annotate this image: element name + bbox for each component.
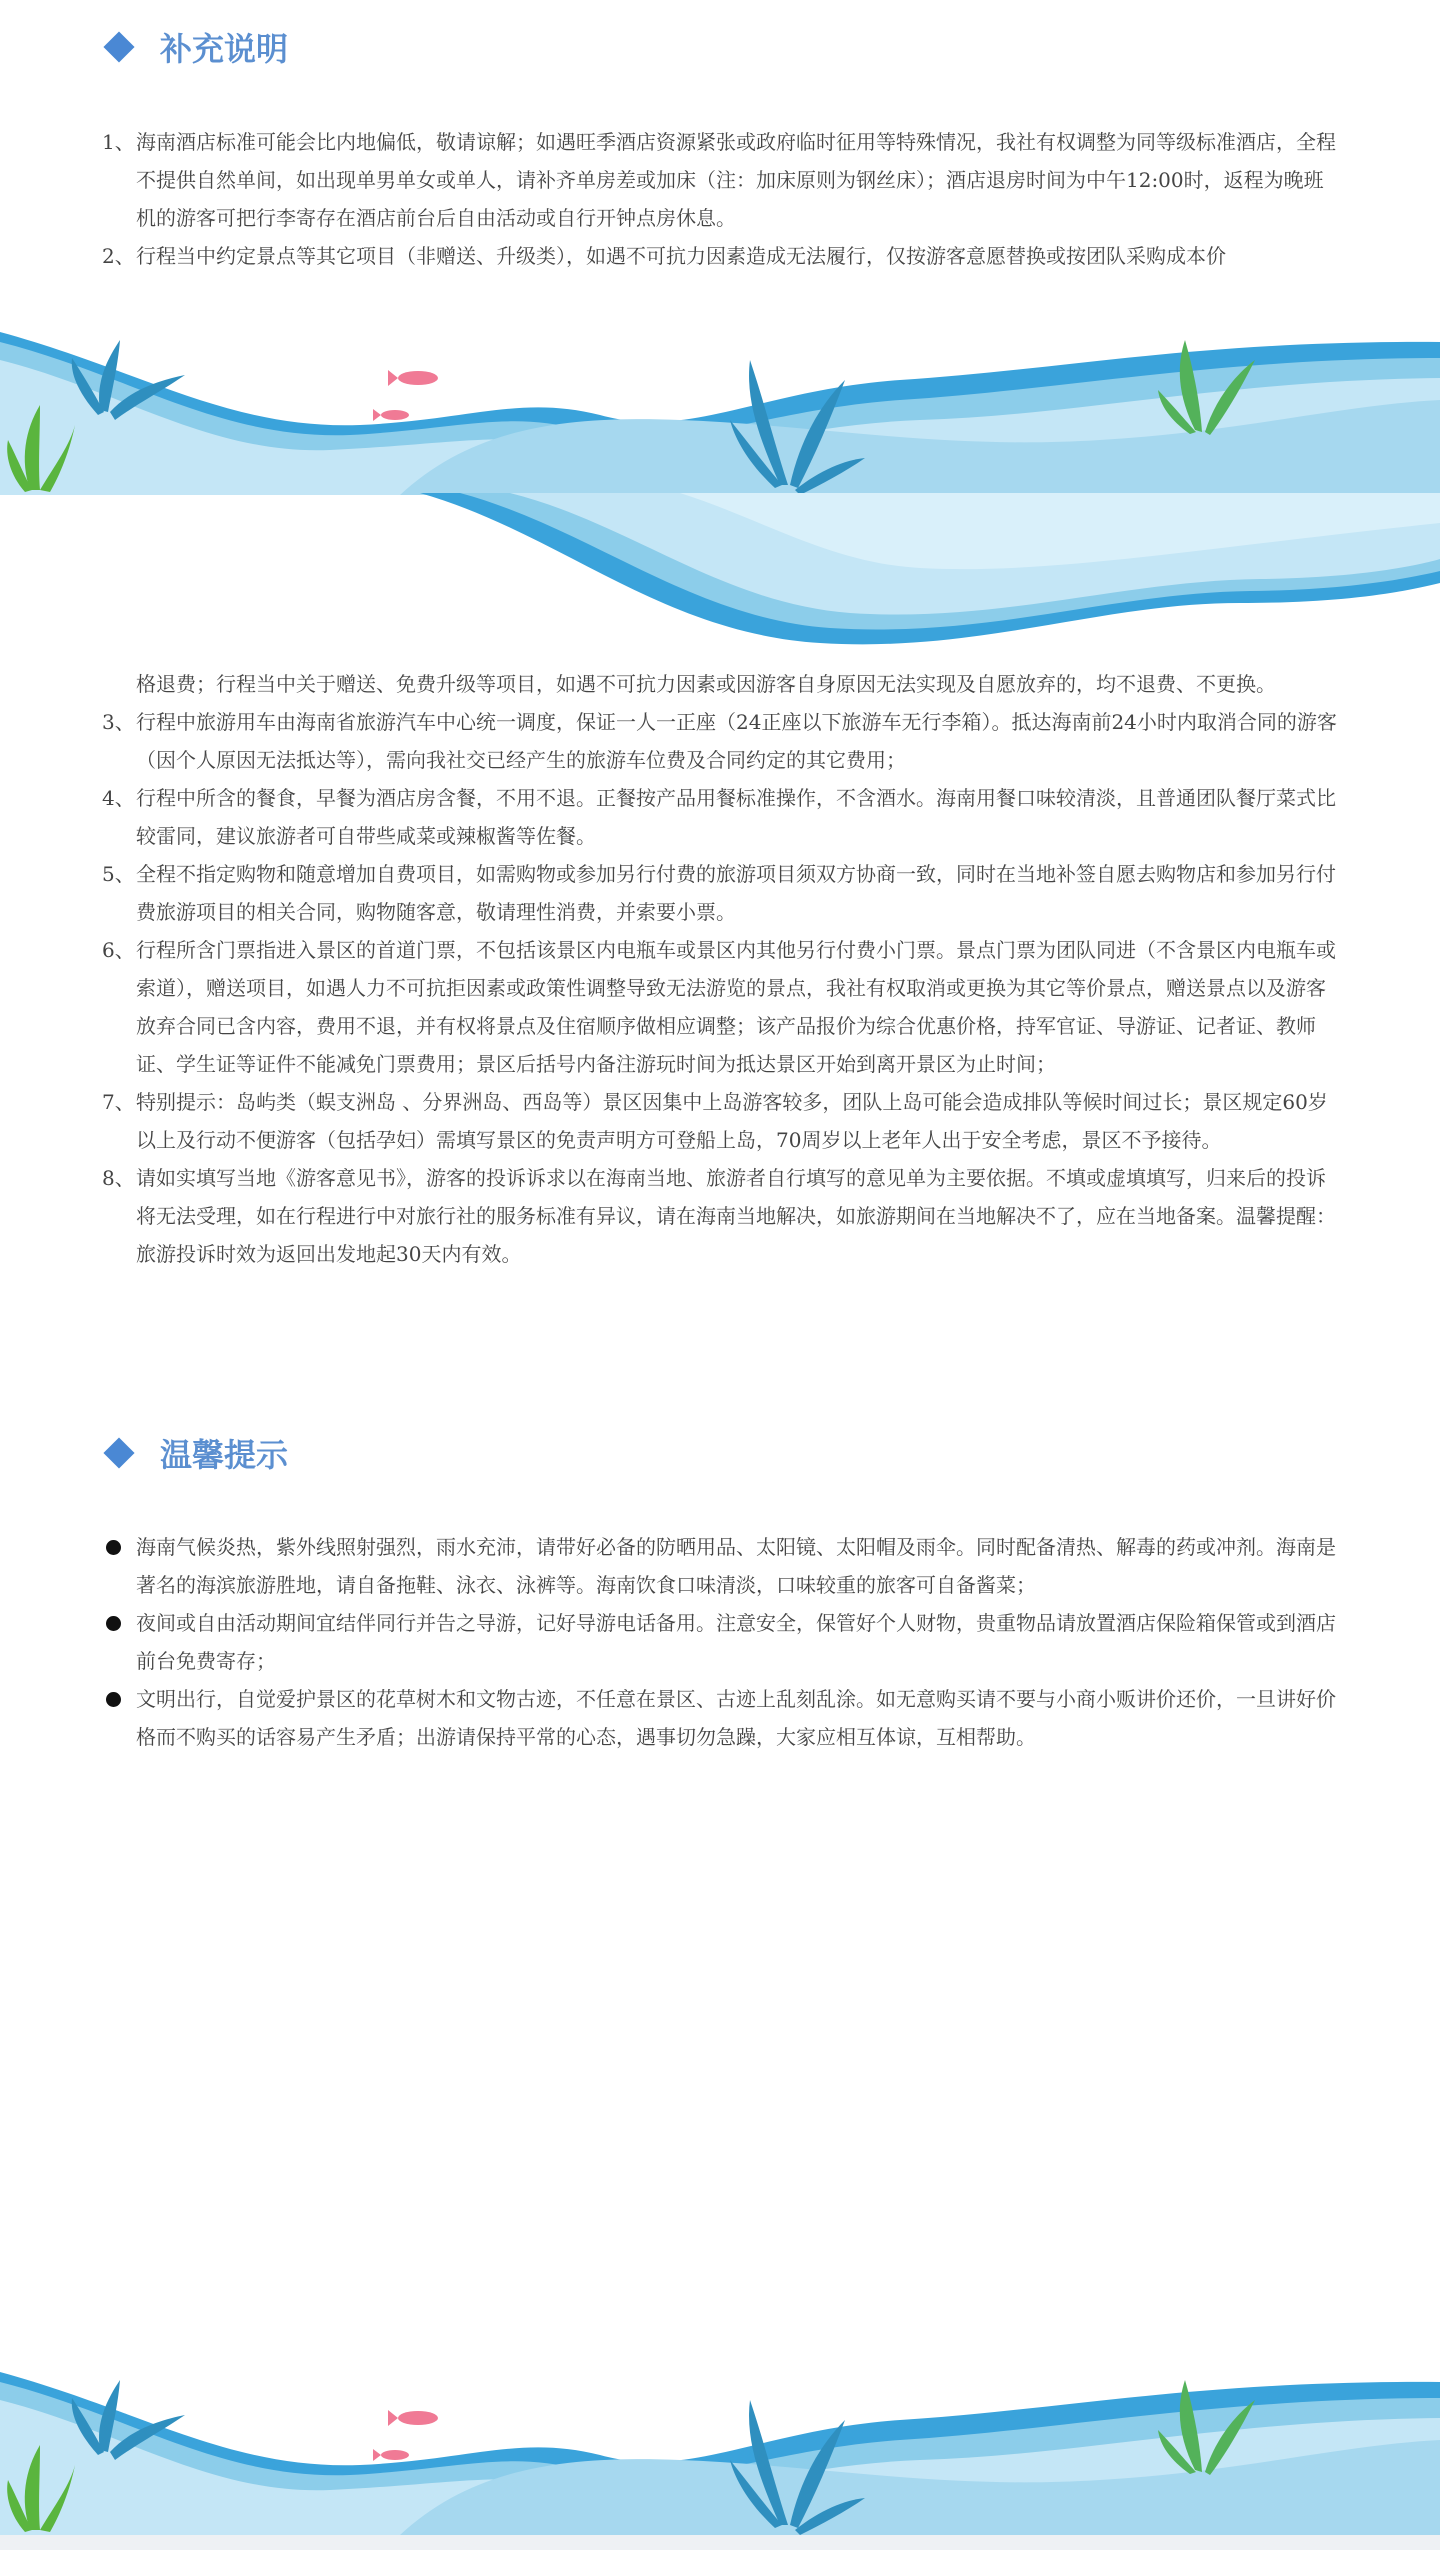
ocean-wave-decoration-bottom bbox=[0, 2360, 1440, 2535]
diamond-icon bbox=[103, 31, 134, 62]
section-title: 温馨提示 bbox=[160, 1436, 289, 1474]
list-item-continuation: 格退费；行程当中关于赠送、免费升级等项目，如遇不可抗力因素或因游客自身原因无法实现及自愿放弃的，均不退费、不更换。 bbox=[136, 672, 1276, 696]
page-footer-strip bbox=[0, 2535, 1440, 2550]
section-title: 补充说明 bbox=[160, 30, 289, 68]
bullet-icon bbox=[106, 1692, 121, 1707]
list-item: 1、 海南酒店标准可能会比内地偏低，敬请谅解；如遇旺季酒店资源紧张或政府临时征用等特殊情况，我社有权调整为同等级标准酒店，全程不提供自然单间，如出现单男单女或单人，请补齐单房差或加床（注：加床原则为钢丝床）；酒店退房时间为中午12:00时，返程为晚班机的游客可把行李寄存在酒店前台后自由活动或自行开钟点房休息。 bbox=[102, 130, 1336, 230]
list-item: 3、 行程中旅游用车由海南省旅游汽车中心统一调度，保证一人一正座（24正座以下旅游车无行李箱）。抵达海南前24小时内取消合同的游客（因个人原因无法抵达等），需向我社交已经产生的旅游车位费及合同约定的其它费用； bbox=[102, 710, 1337, 772]
list-item: 5、 全程不指定购物和随意增加自费项目，如需购物或参加另行付费的旅游项目须双方协商一致，同时在当地补签自愿去购物店和参加另行付费旅游项目的相关合同，购物随客意，敬请理性消费，并索要小票。 bbox=[102, 862, 1336, 924]
bullet-icon bbox=[106, 1540, 121, 1555]
supplement-list-part1 bbox=[0, 123, 1440, 275]
section-heading-tips bbox=[104, 1428, 288, 1478]
bullet-icon bbox=[106, 1616, 121, 1631]
diamond-icon bbox=[103, 1437, 134, 1468]
supplement-list-part2 bbox=[0, 665, 1440, 1273]
list-item: 7、 特别提示：岛屿类（蜈支洲岛 、分界洲岛、西岛等）景区因集中上岛游客较多，团队上岛可能会造成排队等候时间过长；景区规定60岁以上及行动不便游客（包括孕妇）需填写景区的免责声明方可登船上岛，70周岁以上老年人出于安全考虑，景区不予接待。 bbox=[102, 1090, 1328, 1152]
list-item: 文明出行，自觉爱护景区的花草树木和文物古迹，不任意在景区、古迹上乱刻乱涂。如无意购买请不要与小商小贩讲价还价，一旦讲好价格而不购买的话容易产生矛盾；出游请保持平常的心态，遇事切勿急躁，大家应相互体谅，互相帮助。 bbox=[0, 1680, 1440, 1756]
list-item: 海南气候炎热，紫外线照射强烈，雨水充沛，请带好必备的防晒用品、太阳镜、太阳帽及雨伞。同时配备清热、解毒的药或冲剂。海南是著名的海滨旅游胜地，请自备拖鞋、泳衣、泳裤等。海南饮食口味清淡，口味较重的旅客可自备酱菜； bbox=[0, 1528, 1440, 1604]
list-item: 夜间或自由活动期间宜结伴同行并告之导游，记好导游电话备用。注意安全，保管好个人财物，贵重物品请放置酒店保险箱保管或到酒店前台免费寄存； bbox=[0, 1604, 1440, 1680]
ocean-wave-decoration-top bbox=[0, 320, 1440, 495]
list-item: 2、 行程当中约定景点等其它项目（非赠送、升级类），如遇不可抗力因素造成无法履行，仅按游客意愿替换或按团队采购成本价 bbox=[102, 244, 1226, 268]
list-item: 4、 行程中所含的餐食，早餐为酒店房含餐，不用不退。正餐按产品用餐标准操作，不含酒水。海南用餐口味较清淡，且普通团队餐厅菜式比较雷同，建议旅游者可自带些咸菜或辣椒酱等佐餐。 bbox=[102, 786, 1336, 848]
list-item: 6、 行程所含门票指进入景区的首道门票，不包括该景区内电瓶车或景区内其他另行付费小门票。景点门票为团队同进（不含景区内电瓶车或索道），赠送项目，如遇人力不可抗拒因素或政策性调整导致无法游览的景点，我社有权取消或更换为其它等价景点，赠送景点以及游客放弃合同已含内容，费用不退，并有权将景点及住宿顺序做相应调整；该产品报价为综合优惠价格，持军官证、导游证、记者证、教师证、学生证等证件不能减免门票费用；景区后括号内备注游玩时间为抵达景区开始到离开景区为止时间； bbox=[102, 938, 1336, 1076]
tips-list bbox=[0, 1528, 1440, 1756]
list-item: 8、 请如实填写当地《游客意见书》，游客的投诉诉求以在海南当地、旅游者自行填写的意见单为主要依据。不填或虚填填写，归来后的投诉将无法受理，如在行程进行中对旅行社的服务标准有异议，请在海南当地解决，如旅游期间在当地解决不了，应在当地备案。温馨提醒：旅游投诉时效为返回出发地起30天内有效。 bbox=[102, 1166, 1336, 1266]
ocean-wave-decoration-pagebreak bbox=[0, 493, 1440, 663]
section-heading-supplement bbox=[104, 22, 288, 72]
